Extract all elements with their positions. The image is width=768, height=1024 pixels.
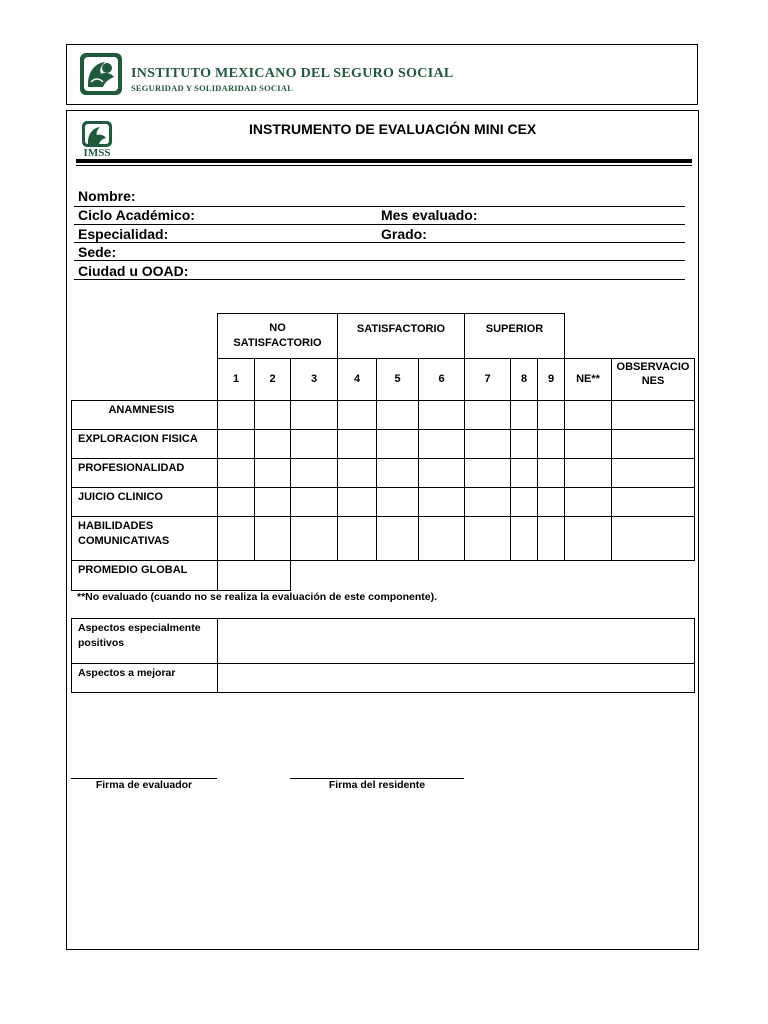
imss-small-logo-text: IMSS	[83, 147, 111, 159]
title-rule-thin	[76, 165, 692, 166]
score-cell[interactable]	[537, 429, 565, 459]
score-cell[interactable]	[337, 516, 377, 561]
imss-logo	[79, 52, 123, 96]
score-cell[interactable]	[464, 487, 511, 517]
score-cell[interactable]	[290, 458, 338, 488]
group-no-satisfactorio	[217, 313, 338, 359]
score-cell[interactable]	[217, 400, 255, 430]
score-cell[interactable]	[464, 516, 511, 561]
score-cell[interactable]	[337, 400, 377, 430]
row-label: ANAMNESIS	[71, 400, 218, 430]
score-cell[interactable]	[611, 429, 695, 459]
score-cell[interactable]	[564, 429, 612, 459]
footnote: **No evaluado (cuando no se realiza la evaluación de este componente).	[77, 591, 438, 603]
score-5: 5	[376, 358, 419, 401]
aspectos-mejorar-value[interactable]	[217, 663, 695, 693]
positivos-line1: Aspectos especialmente	[78, 622, 201, 634]
score-cell[interactable]	[217, 487, 255, 517]
score-cell[interactable]	[611, 487, 695, 517]
score-1: 1	[217, 358, 255, 401]
obs-line1: OBSERVACIO	[616, 361, 690, 373]
score-cell[interactable]	[376, 429, 419, 459]
field-mes: Mes evaluado:	[381, 207, 478, 223]
score-cell[interactable]	[464, 400, 511, 430]
score-cell[interactable]	[611, 458, 695, 488]
score-cell[interactable]	[376, 516, 419, 561]
group-no-line1: NO	[269, 322, 286, 334]
field-especialidad: Especialidad:	[78, 226, 169, 242]
institution-tagline: SEGURIDAD Y SOLIDARIDAD SOCIAL	[131, 83, 293, 93]
promedio-global-value[interactable]	[217, 560, 291, 591]
group-no-line2: SATISFACTORIO	[233, 337, 322, 349]
score-cell[interactable]	[564, 400, 612, 430]
score-cell[interactable]	[564, 458, 612, 488]
field-grado: Grado:	[381, 226, 427, 242]
form-title: INSTRUMENTO DE EVALUACIÓN MINI CEX	[249, 121, 537, 137]
score-cell[interactable]	[537, 458, 565, 488]
score-cell[interactable]	[418, 458, 465, 488]
line-sede	[74, 260, 685, 261]
field-ciclo: Ciclo Académico:	[78, 207, 195, 223]
score-cell[interactable]	[217, 516, 255, 561]
signature-residente: Firma del residente	[328, 779, 426, 791]
score-cell[interactable]	[537, 487, 565, 517]
score-cell[interactable]	[290, 516, 338, 561]
imss-small-logo	[81, 120, 113, 160]
row-label-line1: HABILIDADES	[78, 520, 154, 532]
score-cell[interactable]	[464, 429, 511, 459]
line-ciudad	[74, 279, 685, 280]
score-3: 3	[290, 358, 338, 401]
institution-name: INSTITUTO MEXICANO DEL SEGURO SOCIAL	[131, 66, 454, 81]
header-box	[66, 44, 698, 105]
score-cell[interactable]	[337, 458, 377, 488]
score-cell[interactable]	[217, 429, 255, 459]
score-6: 6	[418, 358, 465, 401]
aspectos-mejorar-label: Aspectos a mejorar	[71, 663, 218, 693]
group-superior: SUPERIOR	[464, 313, 565, 359]
score-cell[interactable]	[376, 400, 419, 430]
score-cell[interactable]	[537, 516, 565, 561]
score-cell[interactable]	[290, 487, 338, 517]
score-cell[interactable]	[510, 429, 538, 459]
field-nombre: Nombre:	[78, 188, 136, 204]
score-cell[interactable]	[376, 458, 419, 488]
score-4: 4	[337, 358, 377, 401]
score-2: 2	[254, 358, 291, 401]
score-cell[interactable]	[376, 487, 419, 517]
score-cell[interactable]	[510, 516, 538, 561]
score-cell[interactable]	[418, 429, 465, 459]
row-label: JUICIO CLINICO	[71, 487, 218, 517]
score-cell[interactable]	[254, 429, 291, 459]
promedio-global-label: PROMEDIO GLOBAL	[71, 560, 218, 591]
score-cell[interactable]	[464, 458, 511, 488]
score-9: 9	[537, 358, 565, 401]
positivos-line2: positivos	[78, 637, 125, 649]
score-8: 8	[510, 358, 538, 401]
score-cell[interactable]	[254, 516, 291, 561]
aspectos-positivos-value[interactable]	[217, 618, 695, 664]
score-cell[interactable]	[510, 400, 538, 430]
line-especialidad	[74, 242, 685, 243]
score-cell[interactable]	[254, 487, 291, 517]
score-cell[interactable]	[254, 400, 291, 430]
row-label-line2: COMUNICATIVAS	[78, 535, 170, 547]
score-cell[interactable]	[537, 400, 565, 430]
score-cell[interactable]	[510, 487, 538, 517]
score-cell[interactable]	[290, 429, 338, 459]
score-ne: NE**	[564, 358, 612, 401]
score-cell[interactable]	[418, 400, 465, 430]
observaciones-header	[611, 358, 695, 401]
score-cell[interactable]	[418, 487, 465, 517]
signature-evaluador: Firma de evaluador	[95, 779, 193, 791]
row-label	[71, 516, 218, 561]
line-ciclo	[74, 224, 685, 225]
score-7: 7	[464, 358, 511, 401]
obs-line2: NES	[641, 375, 665, 387]
score-cell[interactable]	[611, 516, 695, 561]
row-label: EXPLORACION FISICA	[71, 429, 218, 459]
score-cell[interactable]	[564, 487, 612, 517]
score-cell[interactable]	[337, 487, 377, 517]
score-cell[interactable]	[510, 458, 538, 488]
group-satisfactorio: SATISFACTORIO	[337, 313, 465, 359]
aspectos-positivos-label	[71, 618, 218, 664]
field-ciudad: Ciudad u OOAD:	[78, 263, 189, 279]
score-cell[interactable]	[254, 458, 291, 488]
score-cell[interactable]	[290, 400, 338, 430]
row-label: PROFESIONALIDAD	[71, 458, 218, 488]
score-cell[interactable]	[564, 516, 612, 561]
score-cell[interactable]	[611, 400, 695, 430]
title-rule-thick	[76, 159, 692, 163]
score-cell[interactable]	[418, 516, 465, 561]
score-cell[interactable]	[217, 458, 255, 488]
field-sede: Sede:	[78, 244, 117, 260]
score-cell[interactable]	[337, 429, 377, 459]
